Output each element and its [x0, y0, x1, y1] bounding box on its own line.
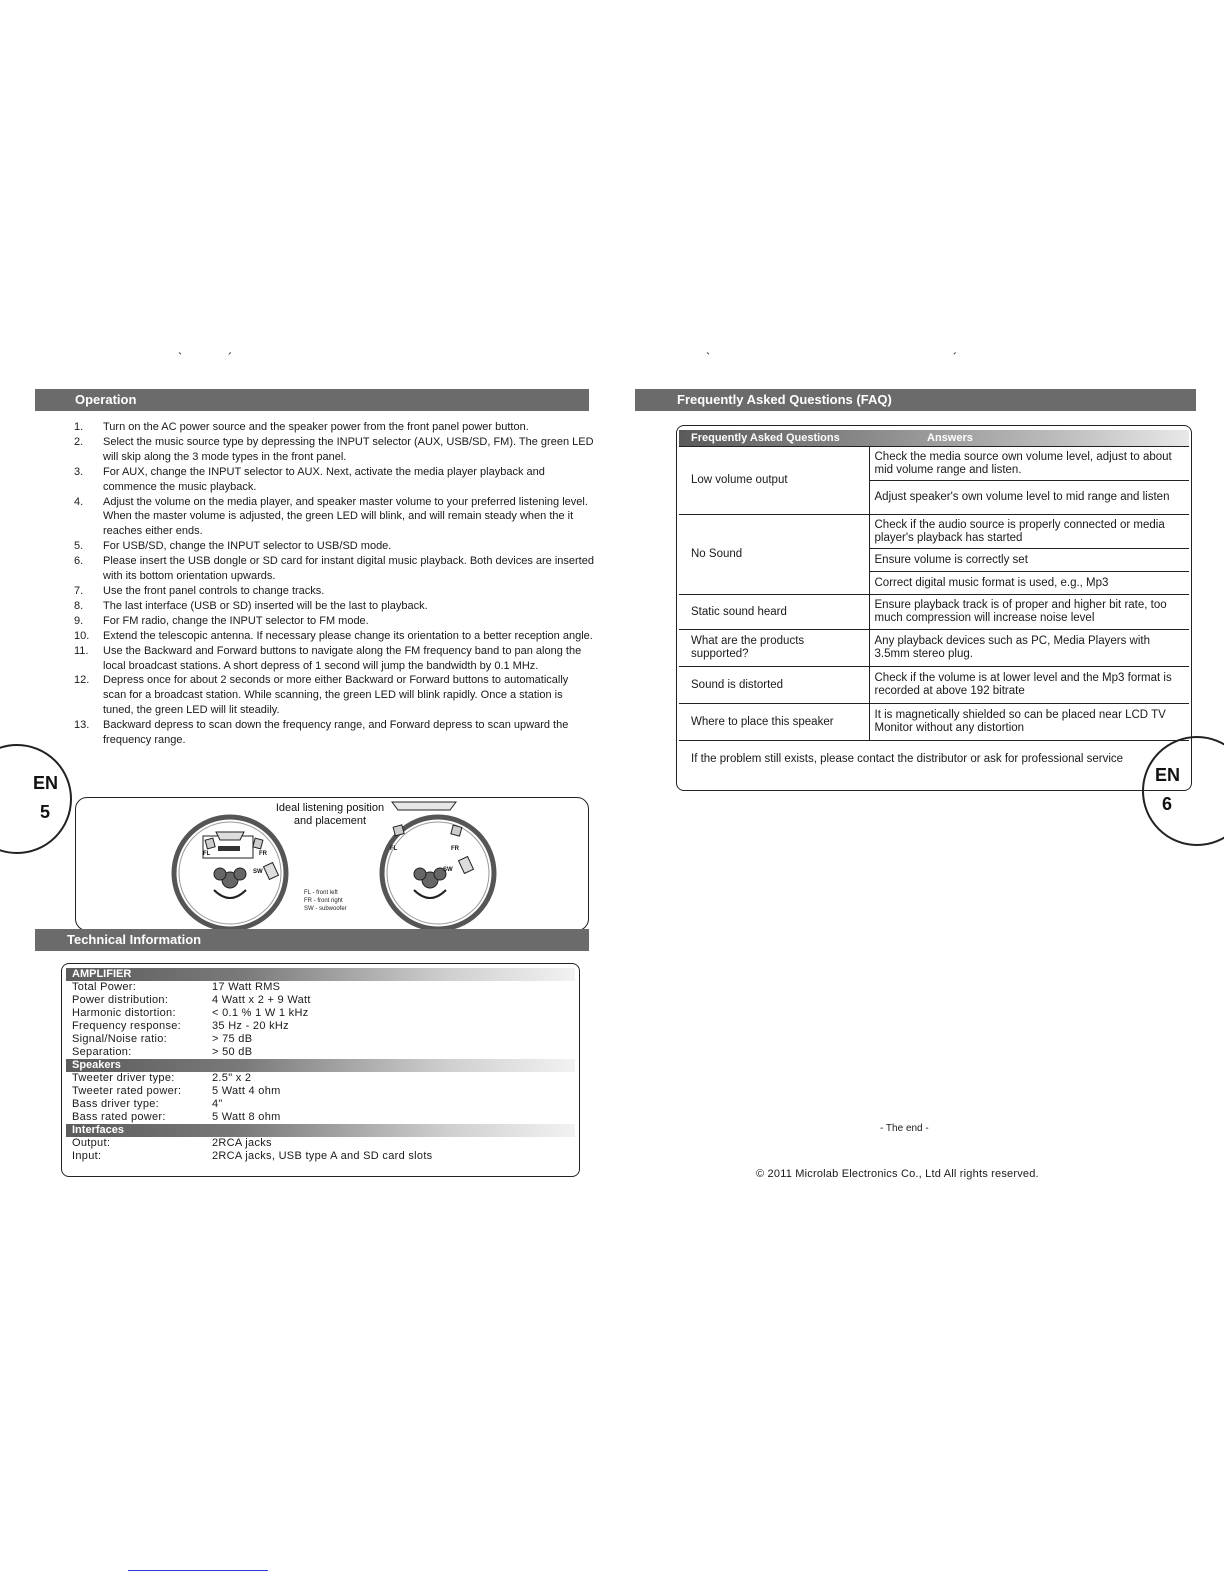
operation-heading: Operation: [35, 389, 589, 411]
faq-answer: Check if the volume is at lower level and the Mp3 format is recorded at above 192 bitrate: [869, 667, 1189, 704]
stray-mark: `: [706, 350, 711, 365]
room-left: [174, 817, 286, 929]
spec-row: Signal/Noise ratio: > 75 dB: [72, 1033, 253, 1045]
operation-step: 7. Use the front panel controls to change tracks.: [74, 584, 325, 597]
faq-table-box: [676, 425, 1192, 791]
faq-row: [679, 515, 1189, 549]
faq-question: Sound is distorted: [679, 667, 869, 704]
operation-step: 9. For FM radio, change the INPUT selector to FM mode.: [74, 614, 369, 627]
legend-fl: FL - front left: [304, 890, 338, 896]
spec-row: Bass driver type: 4": [72, 1098, 223, 1110]
faq-question: Where to place this speaker: [679, 704, 869, 741]
legend-fr: FR - front right: [304, 898, 343, 904]
operation-steps: [74, 420, 594, 748]
faq-column-questions: Frequently Asked Questions: [679, 430, 869, 447]
faq-footer-row: [679, 741, 1189, 778]
operation-step: 10. Extend the telescopic antenna. If necessary please change its orientation to a better reception angle.: [74, 629, 593, 642]
spec-row: Tweeter driver type: 2.5" x 2: [72, 1072, 252, 1084]
faq-question: No Sound: [679, 515, 869, 595]
spec-row: Tweeter rated power: 5 Watt 4 ohm: [72, 1085, 281, 1097]
operation-step: 1. Turn on the AC power source and the speaker power from the front panel power button.: [74, 421, 529, 433]
speakers-heading: Speakers: [66, 1059, 575, 1072]
spec-row: Input: 2RCA jacks, USB type A and SD card slots: [72, 1150, 433, 1162]
operation-step: 12. Depress once for about 2 seconds or more either Backward or Forward buttons to automatically scan for a broadcast station. While scanning, the green LED will blink rapidly. Once a station is tuned, the green LED will lit steadily.: [74, 674, 569, 717]
faq-row: [679, 704, 1189, 741]
placement-caption-line2: and placement: [293, 815, 367, 827]
faq-answer: Check the media source own volume level, adjust to about mid volume range and listen.: [869, 447, 1189, 481]
spec-row: Harmonic distortion: < 0.1 % 1 W 1 kHz: [72, 1007, 309, 1019]
divider-line: [128, 1570, 268, 1571]
page-badge-left: [0, 744, 72, 854]
legend-sw: SW - subwoofer: [304, 906, 347, 912]
faq-row: [679, 667, 1189, 704]
faq-heading: Frequently Asked Questions (FAQ): [635, 389, 1196, 411]
faq-footer: If the problem still exists, please contact the distributor or ask for professional service: [679, 741, 1189, 778]
placement-figure: [75, 797, 589, 931]
faq-answer: Ensure playback track is of proper and higher bit rate, too much compression will increase noise level: [869, 595, 1189, 630]
stray-mark: ´: [228, 350, 233, 365]
operation-step: 2. Select the music source type by depressing the INPUT selector (AUX, USB/SD, FM). The green LED will skip along the 3 mode types in the front panel.: [74, 435, 594, 463]
interfaces-heading: Interfaces: [66, 1124, 575, 1137]
placement-caption-line1: Ideal listening position: [275, 802, 385, 814]
faq-question: Low volume output: [679, 447, 869, 515]
faq-answer: Ensure volume is correctly set: [869, 549, 1189, 572]
operation-step: 5. For USB/SD, change the INPUT selector to USB/SD mode.: [74, 540, 392, 553]
faq-answer: It is magnetically shielded so can be placed near LCD TV Monitor without any distortion: [869, 704, 1189, 741]
label-sw-right: SW: [443, 867, 453, 873]
stray-mark: `: [178, 350, 183, 365]
operation-step: 13. Backward depress to scan down the frequency range, and Forward depress to scan upward the frequency range.: [74, 719, 569, 747]
spec-row: Frequency response: 35 Hz - 20 kHz: [72, 1020, 289, 1032]
page-number: 5: [40, 802, 51, 822]
faq-answer: Check if the audio source is properly connected or media player's playback has started: [869, 515, 1189, 549]
stray-mark: ´: [953, 350, 958, 365]
faq-answer: Correct digital music format is used, e.g., Mp3: [869, 572, 1189, 595]
room-right: [382, 802, 494, 929]
spec-row: Output: 2RCA jacks: [72, 1137, 272, 1149]
placement-diagram: [76, 798, 590, 932]
technical-info-heading: Technical Information: [35, 929, 589, 951]
spec-row: Total Power: 17 Watt RMS: [72, 981, 281, 993]
end-text: - The end -: [880, 1123, 929, 1134]
label-fl-right: FL: [390, 846, 398, 852]
spec-row: Separation: > 50 dB: [72, 1046, 253, 1058]
faq-question: What are the products supported?: [679, 630, 869, 667]
amplifier-heading: AMPLIFIER: [66, 968, 575, 981]
label-fl-left: FL: [203, 851, 211, 857]
technical-info-box: [61, 963, 580, 1177]
language-label: EN: [33, 773, 59, 793]
operation-step: 4. Adjust the volume on the media player, and speaker master volume to your preferred listening level. When the master volume is adjusted, the green LED will blink, and will remain steady when the it reaches either ends.: [74, 495, 588, 538]
label-fr-left: FR: [259, 851, 267, 857]
faq-answer: Adjust speaker's own volume level to mid range and listen: [869, 481, 1189, 515]
faq-row: [679, 447, 1189, 481]
faq-answer: Any playback devices such as PC, Media Players with 3.5mm stereo plug.: [869, 630, 1189, 667]
operation-step: 11. Use the Backward and Forward buttons to navigate along the FM frequency band to pan along the local broadcast stations. A short depress of 1 second will jump the bandwidth by 0.1 MHz.: [74, 644, 582, 672]
operation-step: 3. For AUX, change the INPUT selector to AUX. Next, activate the media player playback and commence the music playback.: [74, 465, 545, 493]
page-number: 6: [1162, 794, 1173, 814]
label-sw-left: SW: [253, 869, 263, 875]
spec-row: Bass rated power: 5 Watt 8 ohm: [72, 1111, 281, 1123]
faq-table: [679, 430, 1189, 777]
spec-row: Power distribution: 4 Watt x 2 + 9 Watt: [72, 994, 311, 1006]
copyright: © 2011 Microlab Electronics Co., Ltd All rights reserved.: [756, 1168, 1039, 1180]
faq-question: Static sound heard: [679, 595, 869, 630]
operation-step: 8. The last interface (USB or SD) inserted will be the last to playback.: [74, 599, 428, 612]
faq-row: [679, 595, 1189, 630]
language-label: EN: [1155, 765, 1181, 785]
operation-step: 6. Please insert the USB dongle or SD card for instant digital music playback. Both devices are inserted with its bottom orientation upwards.: [74, 555, 594, 583]
faq-row: [679, 630, 1189, 667]
faq-column-answers: Answers: [869, 430, 1189, 447]
label-fr-right: FR: [451, 846, 459, 852]
